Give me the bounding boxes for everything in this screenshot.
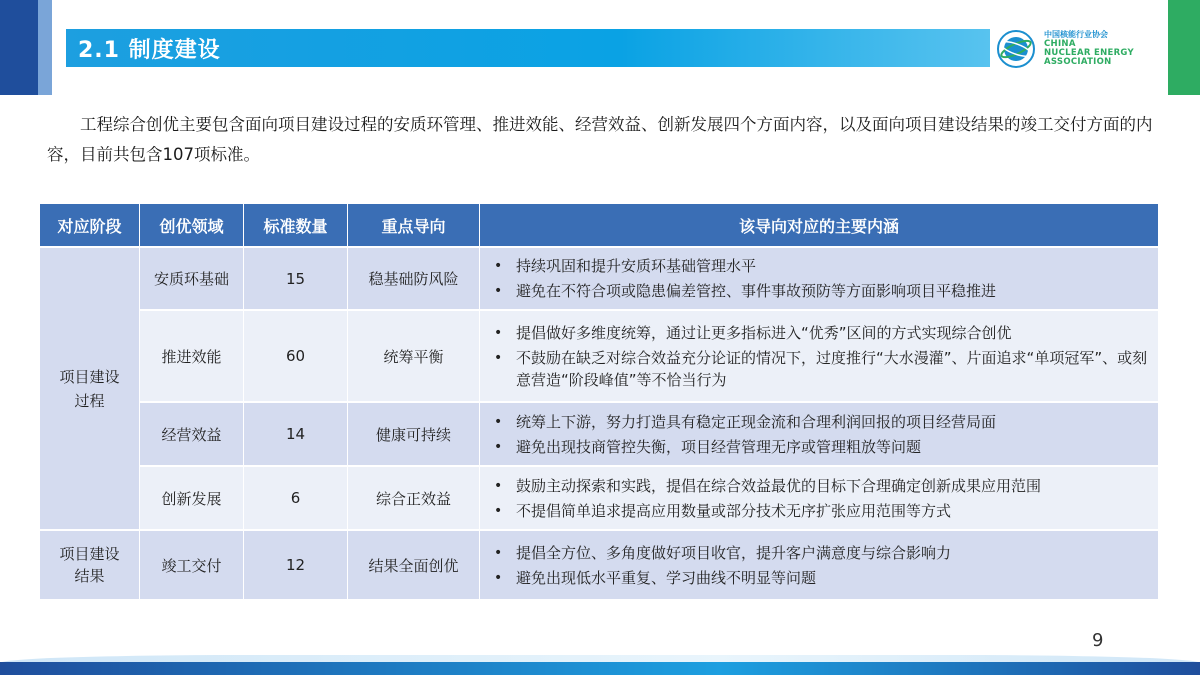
intro-paragraph: 工程综合创优主要包含面向项目建设过程的安质环管理、推进效能、经营效益、创新发展四个方面内容，以及面向项目建设结果的竣工交付方面的内容，目前共包含107项标准。 bbox=[47, 115, 1153, 164]
header-focus: 重点导向 bbox=[348, 204, 480, 246]
content-cell bbox=[480, 309, 1158, 401]
bullet-point: • 持续巩固和提升安质环基础管理水平 bbox=[488, 255, 1150, 277]
decorative-stripe-light bbox=[38, 0, 52, 95]
header-stage: 对应阶段 bbox=[40, 204, 140, 246]
logo-english-line: CHINA bbox=[1044, 38, 1076, 49]
focus-cell: 结果全面创优 bbox=[348, 529, 480, 599]
table-row bbox=[40, 529, 1158, 599]
table-row bbox=[40, 401, 1158, 465]
bullet-point: • 不提倡简单追求提高应用数量或部分技术无序扩张应用范围等方式 bbox=[488, 500, 1150, 522]
count-cell: 14 bbox=[244, 401, 348, 465]
bullet-point: • 统筹上下游，努力打造具有稳定正现金流和合理利润回报的项目经营局面 bbox=[488, 411, 1150, 433]
domain-cell: 安质环基础 bbox=[140, 246, 244, 309]
bullet-point: • 提倡做好多维度统筹，通过让更多指标进入“优秀”区间的方式实现综合创优 bbox=[488, 322, 1150, 344]
logo-english-line: ASSOCIATION bbox=[1044, 56, 1112, 67]
stage-label: 项目建设 过程 bbox=[59, 367, 120, 410]
bullet-point: • 避免在不符合项或隐患偏差管控、事件事故预防等方面影响项目平稳推进 bbox=[488, 280, 1150, 302]
stage-label: 项目建设 结果 bbox=[59, 545, 120, 585]
domain-cell: 经营效益 bbox=[140, 401, 244, 465]
table-row bbox=[40, 246, 1158, 309]
focus-cell: 综合正效益 bbox=[348, 465, 480, 529]
header-count: 标准数量 bbox=[244, 204, 348, 246]
count-cell: 12 bbox=[244, 529, 348, 599]
content-cell bbox=[480, 465, 1158, 529]
count-cell: 15 bbox=[244, 246, 348, 309]
association-emblem-icon bbox=[996, 29, 1036, 69]
content-cell bbox=[480, 529, 1158, 599]
domain-cell: 竣工交付 bbox=[140, 529, 244, 599]
logo-english-line: NUCLEAR ENERGY bbox=[1044, 47, 1134, 58]
count-cell: 6 bbox=[244, 465, 348, 529]
stage-cell bbox=[40, 246, 140, 529]
footer-decoration bbox=[0, 662, 1200, 675]
focus-cell: 稳基础防风险 bbox=[348, 246, 480, 309]
header-domain: 创优领域 bbox=[140, 204, 244, 246]
content-cell bbox=[480, 246, 1158, 309]
bullet-point: • 不鼓励在缺乏对综合效益充分论证的情况下，过度推行“大水漫灌”、片面追求“单项冠军”、或刻意营造“阶段峰值”等不恰当行为 bbox=[488, 347, 1150, 391]
table-row bbox=[40, 309, 1158, 401]
header-content: 该导向对应的主要内涵 bbox=[480, 204, 1158, 246]
bullet-point: • 提倡全方位、多角度做好项目收官，提升客户满意度与综合影响力 bbox=[488, 542, 1150, 564]
domain-cell: 创新发展 bbox=[140, 465, 244, 529]
slide-title: 2.1 制度建设 bbox=[78, 37, 221, 63]
focus-cell: 健康可持续 bbox=[348, 401, 480, 465]
content-cell bbox=[480, 401, 1158, 465]
bullet-point: • 避免出现低水平重复、学习曲线不明显等问题 bbox=[488, 567, 1150, 589]
standards-table bbox=[40, 204, 1158, 599]
bullet-point: • 避免出现技商管控失衡，项目经营管理无序或管理粗放等问题 bbox=[488, 436, 1150, 458]
stage-cell bbox=[40, 529, 140, 599]
domain-cell: 推进效能 bbox=[140, 309, 244, 401]
page-number: 9 bbox=[1092, 630, 1104, 651]
table-header-row bbox=[40, 204, 1158, 246]
table-row bbox=[40, 465, 1158, 529]
count-cell: 60 bbox=[244, 309, 348, 401]
focus-cell: 统筹平衡 bbox=[348, 309, 480, 401]
logo-chinese-name: 中国核能行业协会 bbox=[1044, 30, 1108, 40]
decorative-stripe bbox=[0, 0, 38, 95]
decorative-green-bar bbox=[1168, 0, 1200, 95]
title-bar bbox=[66, 29, 990, 67]
bullet-point: • 鼓励主动探索和实践，提倡在综合效益最优的目标下合理确定创新成果应用范围 bbox=[488, 475, 1150, 497]
association-logo bbox=[996, 24, 1156, 74]
